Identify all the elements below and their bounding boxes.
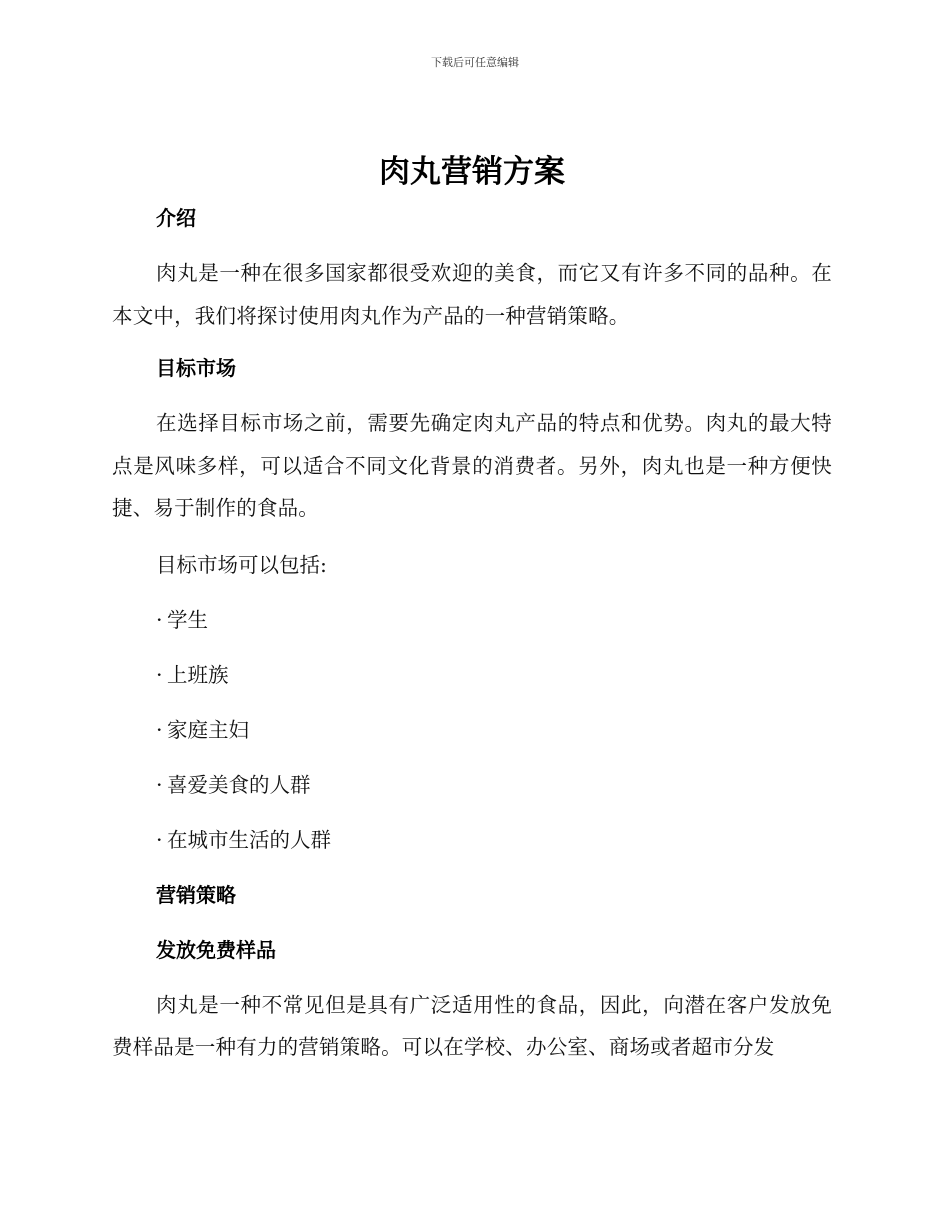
- paragraph-free-samples: 肉丸是一种不常见但是具有广泛适用性的食品，因此，向潜在客户发放免费样品是一种有力的营销策略。可以在学校、办公室、商场或者超市分发: [112, 992, 832, 1059]
- bullet-glyph: ·: [156, 717, 163, 742]
- list-item: [112, 661, 832, 690]
- target-market-list: [112, 606, 832, 855]
- list-item-text: 喜爱美食的人群: [167, 772, 311, 797]
- list-item-text: 上班族: [167, 662, 229, 687]
- heading-intro: 介绍: [156, 206, 196, 230]
- document-body: [112, 148, 832, 1069]
- heading-free-samples: 发放免费样品: [156, 937, 276, 962]
- bullet-glyph: ·: [156, 827, 163, 852]
- paragraph-intro: 肉丸是一种在很多国家都很受欢迎的美食，而它又有许多不同的品种。在本文中，我们将探讨使用肉丸作为产品的一种营销策略。: [112, 261, 832, 328]
- bullet-glyph: ·: [156, 662, 163, 687]
- list-item-text: 在城市生活的人群: [167, 827, 331, 852]
- heading-marketing-strategy: 营销策略: [156, 882, 236, 907]
- list-item-text: 家庭主妇: [167, 717, 249, 742]
- list-item: [112, 606, 832, 635]
- document-title: 肉丸营销方案: [379, 154, 565, 190]
- list-item: [112, 771, 832, 800]
- paragraph-target-market: 在选择目标市场之前，需要先确定肉丸产品的特点和优势。肉丸的最大特点是风味多样，可以适合不同文化背景的消费者。另外，肉丸也是一种方便快捷、易于制作的食品。: [112, 411, 832, 520]
- target-list-intro: 目标市场可以包括:: [156, 552, 327, 577]
- bullet-glyph: ·: [156, 607, 163, 632]
- header-note: 下载后可任意编辑: [431, 56, 519, 69]
- list-item: [112, 716, 832, 745]
- list-item-text: 学生: [167, 607, 208, 632]
- list-item: [112, 826, 832, 855]
- heading-target-market: 目标市场: [156, 356, 236, 380]
- bullet-glyph: ·: [156, 772, 163, 797]
